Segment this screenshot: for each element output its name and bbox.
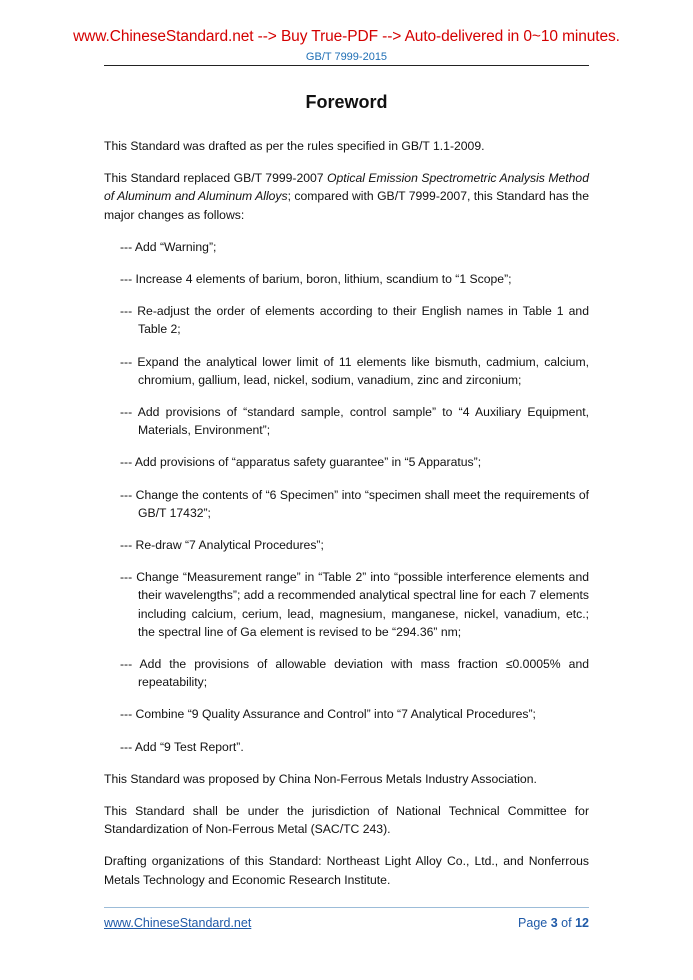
footer-website-link[interactable]: www.ChineseStandard.net [104, 916, 252, 930]
change-item: --- Change the contents of “6 Specimen” into “specimen shall meet the requirements of GB/T 17432”; [120, 487, 589, 520]
standard-code: GB/T 7999-2015 [305, 51, 388, 63]
page-total: 12 [575, 916, 589, 930]
change-item: --- Combine “9 Quality Assurance and Control” into “7 Analytical Procedures”; [120, 707, 536, 722]
drafting-paragraph: Drafting organizations of this Standard: Northeast Light Alloy Co., Ltd., and Nonferrous Metals Technology and Economic Research Institute. [104, 854, 589, 887]
change-item: --- Expand the analytical lower limit of 11 elements like bismuth, cadmium, calcium, chromium, gallium, lead, nickel, sodium, vanadium, zinc and zirconium; [120, 354, 589, 387]
change-item: --- Re-adjust the order of elements according to their English names in Table 1 and Table 2; [120, 304, 589, 337]
page-title: Foreword [305, 92, 388, 112]
intro-paragraph: This Standard was drafted as per the rules specified in GB/T 1.1-2009. [104, 139, 485, 153]
change-item: --- Re-draw “7 Analytical Procedures”; [120, 538, 324, 553]
change-item: --- Change “Measurement range” in “Table 2” into “possible interference elements and their wavelengths”; add a recommended analytical spectral line for each 7 elements including calcium, cerium, lead, magnesium, manganese, nickel, vanadium, etc.; the spectral line of Ga element is revised to be “294.36” nm; [120, 570, 589, 639]
header-divider [104, 65, 589, 66]
change-item: --- Add “Warning”; [120, 239, 217, 254]
document-body [104, 137, 589, 903]
proposed-paragraph: This Standard was proposed by China Non-Ferrous Metals Industry Association. [104, 771, 537, 786]
change-item: --- Add the provisions of allowable deviation with mass fraction ≤0.0005% and repeatability; [120, 657, 589, 690]
jurisdiction-paragraph: This Standard shall be under the jurisdiction of National Technical Committee for Standardization of Non-Ferrous Metal (SAC/TC 243). [104, 804, 589, 837]
page-current: 3 [550, 916, 558, 930]
page-label: Page [518, 916, 548, 930]
change-item: --- Increase 4 elements of barium, boron, lithium, scandium to “1 Scope”; [120, 272, 512, 287]
replaced-text-after: ; compared with GB/T 7999-2007, this Standard has the major changes as follows: [104, 189, 589, 222]
replaced-paragraph [104, 169, 589, 224]
replaced-text-before: This Standard replaced GB/T 7999-2007 [104, 171, 328, 186]
page-of: of [561, 916, 572, 930]
change-item: --- Add provisions of “apparatus safety guarantee” in “5 Apparatus”; [120, 455, 482, 470]
replaced-standard-title: Optical Emission Spectrometric Analysis Method of Aluminum and Aluminum Alloys [104, 171, 589, 204]
footer-divider [104, 907, 589, 908]
page-indicator [518, 916, 589, 930]
change-item: --- Add provisions of “standard sample, control sample” to “4 Auxiliary Equipment, Materials, Environment”; [120, 405, 589, 438]
header-banner[interactable]: www.ChineseStandard.net --> Buy True-PDF --> Auto-delivered in 0~10 minutes. [73, 28, 620, 45]
change-item: --- Add “9 Test Report”. [120, 739, 244, 754]
